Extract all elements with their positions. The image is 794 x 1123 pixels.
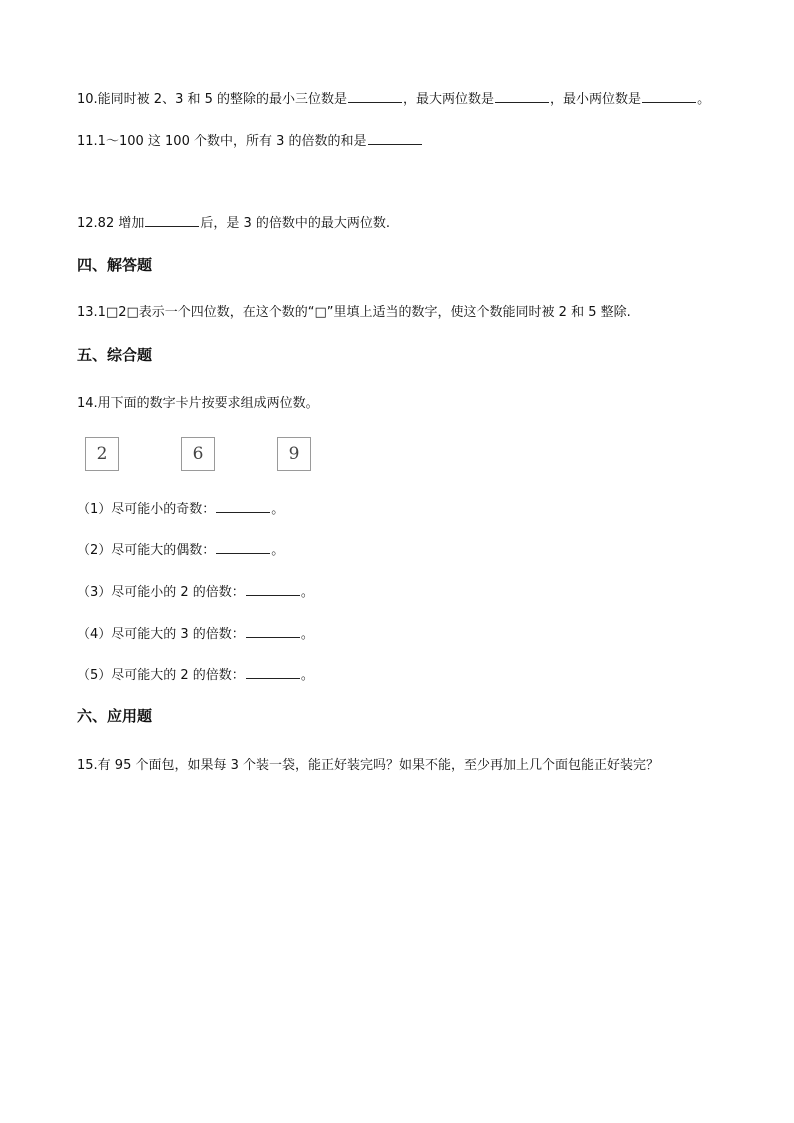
section-heading-4: 四、解答题 <box>77 256 153 274</box>
question-13-text: 13.1□2□表示一个四位数，在这个数的“□”里填上适当的数字，使这个数能同时被 2 和 5 整除. <box>77 305 631 320</box>
question-15-text: 15.有 95 个面包，如果每 3 个装一袋，能正好装完吗？如果不能，至少再加上几个面包能正好装完？ <box>77 758 660 773</box>
answer-blank[interactable] <box>246 624 300 638</box>
question-10-text: 。 <box>697 92 711 107</box>
digit-card-9: 9 <box>277 437 311 471</box>
question-11-text: 11.1～100 这 100 个数中，所有 3 的倍数的和是 <box>77 134 367 149</box>
question-14-text: 14.用下面的数字卡片按要求组成两位数。 <box>77 396 319 411</box>
sub-question-1 <box>77 499 284 519</box>
digit-card-2: 2 <box>85 437 119 471</box>
answer-blank[interactable] <box>495 89 549 103</box>
question-10-text: ，最小两位数是 <box>550 92 642 107</box>
digit-card-6: 6 <box>181 437 215 471</box>
sub-question-end: 。 <box>300 585 314 600</box>
question-12-text: 后，是 3 的倍数中的最大两位数. <box>200 216 391 231</box>
sub-question-label: （3）尽可能小的 2 的倍数： <box>77 585 245 600</box>
answer-blank[interactable] <box>216 540 270 554</box>
answer-blank[interactable] <box>348 89 402 103</box>
question-11 <box>77 131 423 151</box>
answer-blank[interactable] <box>145 213 199 227</box>
answer-blank[interactable] <box>368 131 422 145</box>
sub-question-end: 。 <box>300 668 314 683</box>
question-14 <box>77 395 319 413</box>
sub-question-label: （1）尽可能小的奇数： <box>77 502 216 517</box>
question-13 <box>77 304 631 322</box>
sub-question-4 <box>77 624 314 644</box>
question-10 <box>77 89 710 109</box>
sub-question-3 <box>77 582 314 602</box>
sub-question-end: 。 <box>271 502 285 517</box>
section-heading-6: 六、应用题 <box>77 707 153 725</box>
answer-blank[interactable] <box>642 89 696 103</box>
sub-question-2 <box>77 540 284 560</box>
sub-question-label: （2）尽可能大的偶数： <box>77 543 216 558</box>
question-15 <box>77 757 659 775</box>
sub-question-label: （5）尽可能大的 2 的倍数： <box>77 668 245 683</box>
answer-blank[interactable] <box>246 582 300 596</box>
question-12 <box>77 213 390 233</box>
question-10-text: 10.能同时被 2、3 和 5 的整除的最小三位数是 <box>77 92 348 107</box>
question-10-text: ，最大两位数是 <box>403 92 495 107</box>
sub-question-end: 。 <box>271 543 285 558</box>
section-heading-5: 五、综合题 <box>77 346 153 364</box>
sub-question-end: 。 <box>300 627 314 642</box>
sub-question-label: （4）尽可能大的 3 的倍数： <box>77 627 245 642</box>
question-12-text: 12.82 增加 <box>77 216 145 231</box>
sub-question-5 <box>77 665 314 685</box>
answer-blank[interactable] <box>216 499 270 513</box>
answer-blank[interactable] <box>246 665 300 679</box>
